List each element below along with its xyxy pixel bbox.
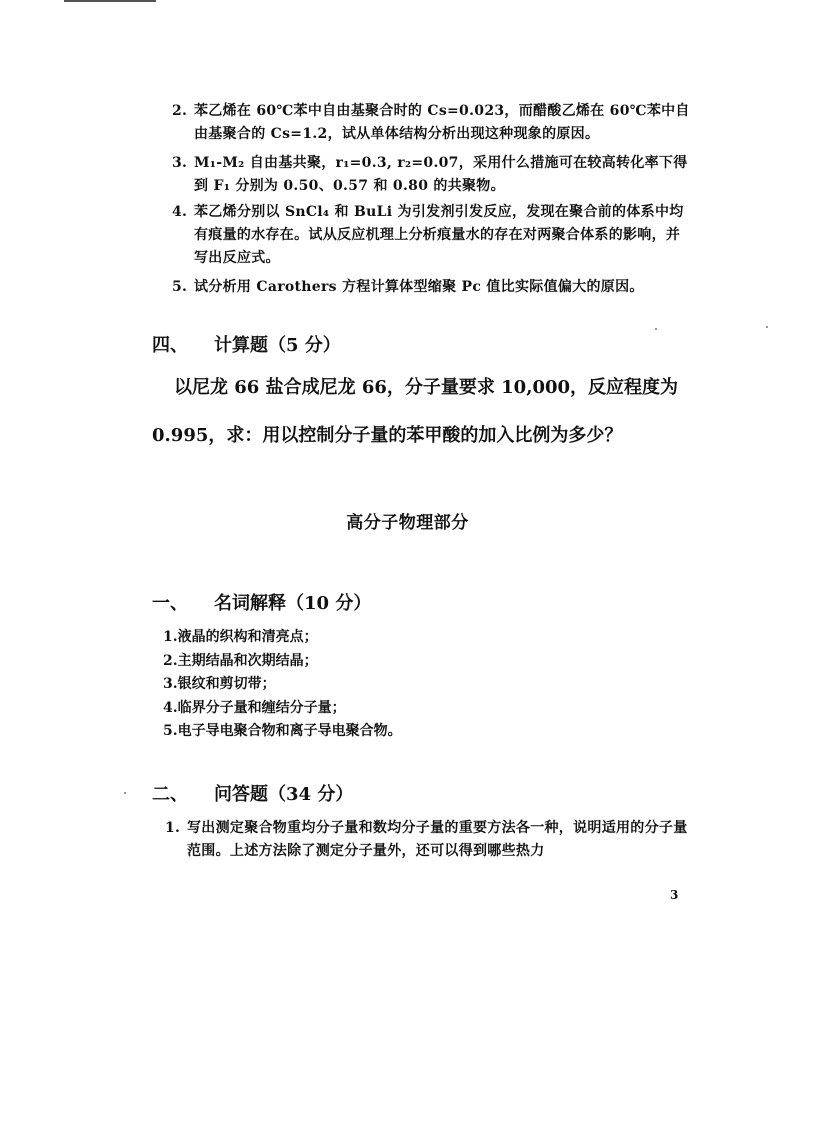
section-four-heading	[152, 333, 341, 359]
scan-speck	[766, 326, 768, 328]
section-two-heading	[152, 782, 353, 808]
qa-question-1	[165, 817, 690, 863]
question-number: 2.	[172, 103, 188, 119]
question-text: 苯乙烯在 60℃苯中自由基聚合时的 Cs=0.023，而醋酸乙烯在 60℃苯中自由基聚合的 Cs=1.2，试从单体结构分析出现这种现象的原因。	[194, 103, 690, 142]
page-number: 3	[670, 888, 679, 902]
top-edge-rule	[64, 0, 156, 2]
question-3	[172, 152, 692, 198]
section-number: 二、	[152, 784, 188, 805]
section-title: 名词解释（10 分）	[214, 593, 372, 614]
section-number: 四、	[152, 335, 188, 356]
list-item: 2.主期结晶和次期结晶；	[163, 652, 318, 669]
scan-speck	[357, 722, 358, 723]
question-text: 写出测定聚合物重均分子量和数均分子量的重要方法各一种，说明适用的分子量范围。上述方法除了测定分子量外，还可以得到哪些热力	[187, 820, 688, 859]
question-2	[172, 100, 692, 146]
question-5	[172, 276, 692, 299]
question-text: 苯乙烯分别以 SnCl₄ 和 BuLi 为引发剂引发反应，发现在聚合前的体系中均有痕量的水存在。试从反应机理上分析痕量水的存在对两聚合体系的影响，并写出反应式。	[194, 204, 684, 266]
question-number: 4.	[172, 204, 188, 220]
list-item: 3.银纹和剪切带；	[163, 676, 276, 692]
calculation-line-1: 以尼龙 66 盐合成尼龙 66，分子量要求 10,000，反应程度为	[174, 377, 679, 398]
question-number: 3.	[172, 155, 188, 171]
list-item: 4.临界分子量和缠结分子量；	[163, 699, 346, 716]
part-title: 高分子物理部分	[346, 513, 469, 533]
section-number: 一、	[152, 593, 188, 614]
scan-speck	[655, 328, 657, 330]
question-text: 试分析用 Carothers 方程计算体型缩聚 Pc 值比实际值偏大的原因。	[194, 279, 644, 295]
question-text: M₁-M₂ 自由基共聚，r₁=0.3, r₂=0.07，采用什么措施可在较高转化率下得到 F₁ 分别为 0.50、0.57 和 0.80 的共聚物。	[194, 155, 688, 194]
section-one-heading	[152, 591, 371, 617]
question-number: 5.	[172, 279, 188, 295]
calculation-line-2: 0.995，求：用以控制分子量的苯甲酸的加入比例为多少？	[152, 425, 623, 446]
calculation-question	[152, 364, 692, 460]
list-item: 5.电子导电聚合物和离子导电聚合物。	[163, 723, 402, 739]
scan-speck	[124, 792, 126, 794]
question-4	[172, 201, 692, 270]
section-title: 问答题（34 分）	[214, 784, 354, 805]
list-item: 1.液晶的织构和清亮点；	[163, 629, 318, 645]
section-title: 计算题（5 分）	[214, 335, 341, 356]
term-list	[163, 626, 402, 744]
question-number: 1.	[165, 820, 181, 836]
